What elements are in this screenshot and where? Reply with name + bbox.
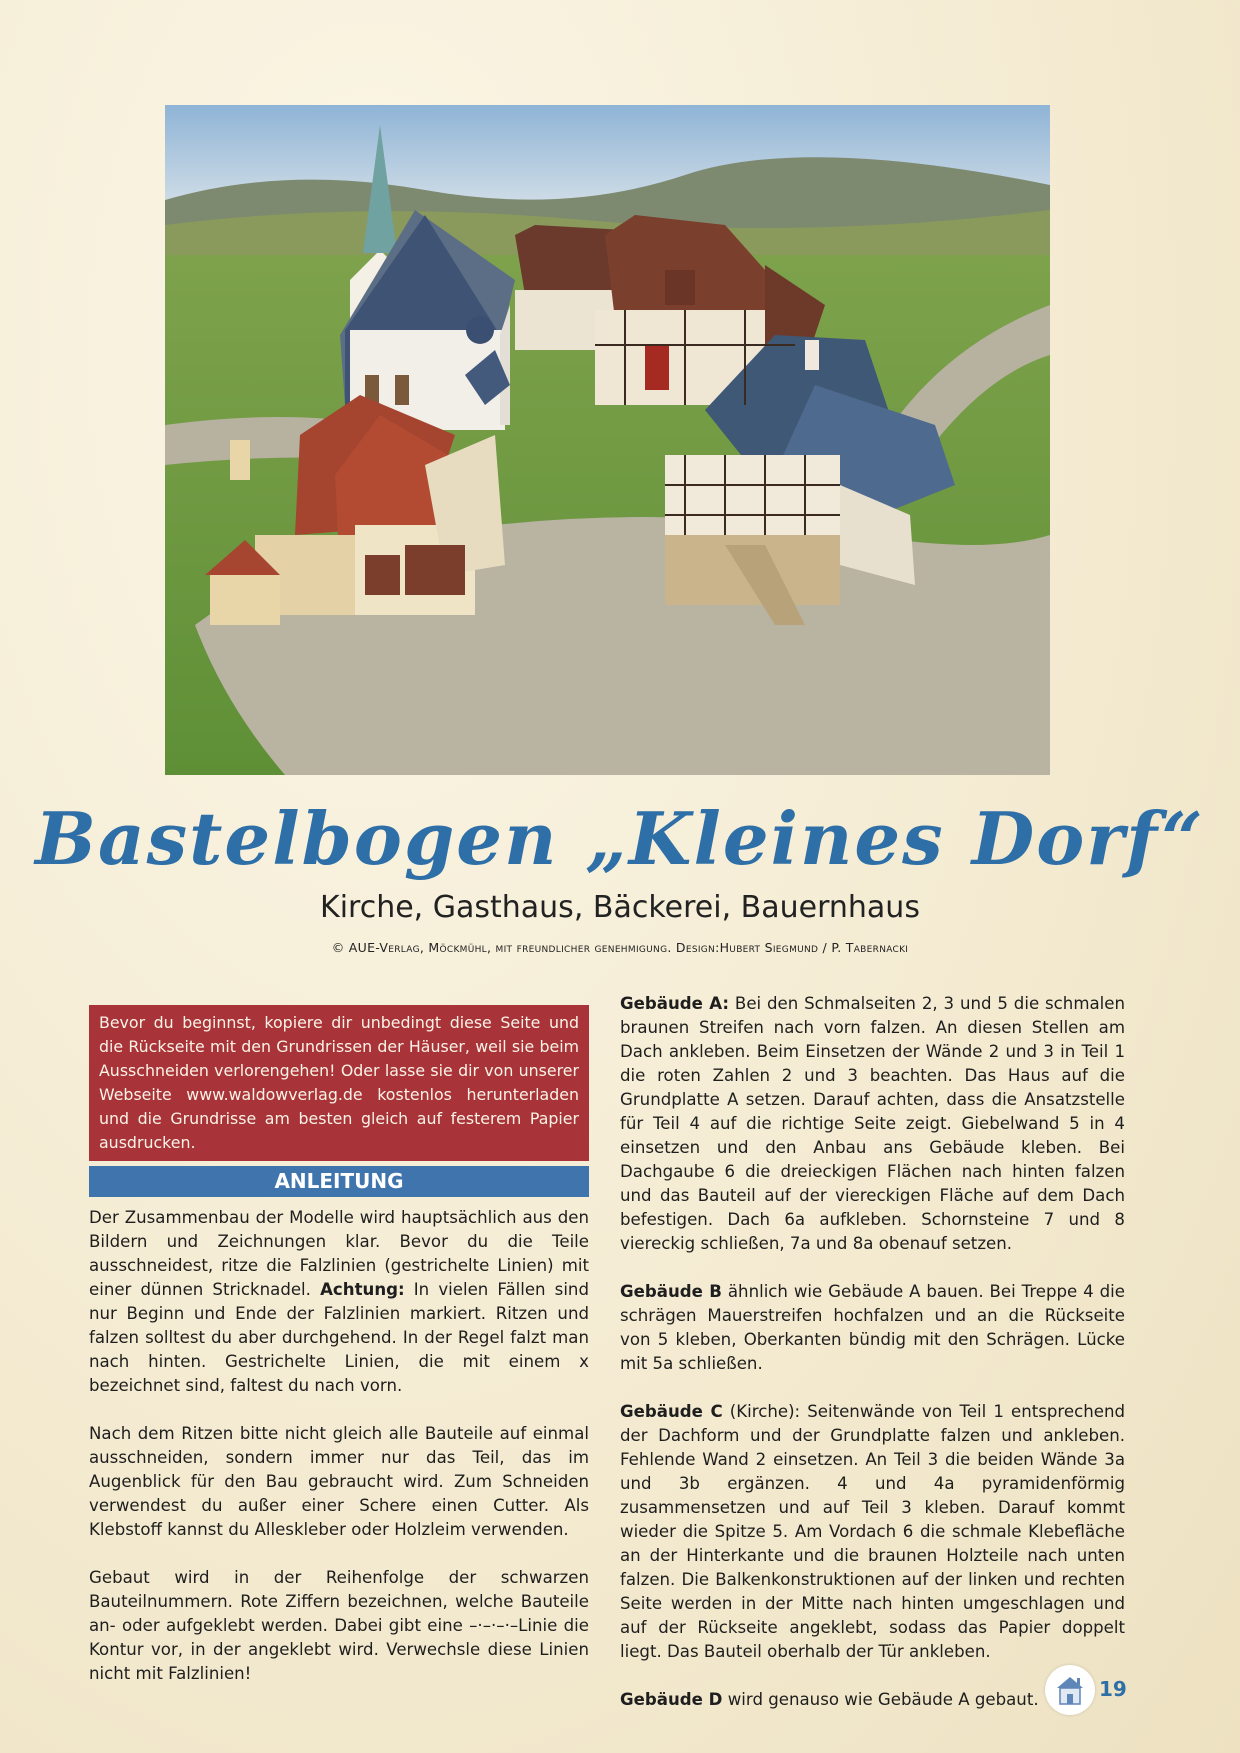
building-a-label: Gebäude A: xyxy=(620,994,730,1013)
instructions-column xyxy=(89,1206,589,1710)
building-a-text: Bei den Schmalseiten 2, 3 und 5 die schmalen braunen Streifen nach vorn falzen. An diesen Stellen am Dach ankleben. Beim Einsetzen der Wände 2 und 3 in Teil 1 die roten Zahlen 2 und 3 beachten. Das Haus auf die Grundplatte A setzen. Darauf achten, dass die Ansatzstelle für Teil 4 auf die richtige Seite zeigt. Giebelwand 5 in 4 einsetzen und den Anbau ans Gebäude kleben. Bei Dachgaube 6 die dreieckigen Flächen nach hinten falzen und das Bauteil auf der viereckigen Fläche auf dem Dach befestigen. Dach 6a aufkleben. Schornsteine 7 und 8 viereckig schließen, 7a und 8a obenauf setzen. xyxy=(620,994,1125,1253)
copyright-credit: © AUE-Verlag, Möckmühl, mit freundlicher genehmigung. Design:Hubert Siegmund / P. Tabernacki xyxy=(331,940,909,955)
instruction-paragraph-1 xyxy=(89,1206,589,1398)
instruction-text: Der Zusammenbau der Modelle wird hauptsächlich aus den Bildern und Zeichnungen klar. Bevor du die Teile ausschneidest, ritze die Falzlinien (gestrichelte Linien) mit einer dünnen Stricknadel. xyxy=(89,1208,589,1299)
building-b-paragraph xyxy=(620,1280,1125,1376)
building-instructions-column xyxy=(620,992,1125,1736)
building-b-text: ähnlich wie Gebäude A bauen. Bei Treppe 4 die schrägen Mauerstreifen hochfalzen und an die Rückseite von 5 kleben, Oberkanten bündig mit den Schrägen. Lücke mit 5a schließen. xyxy=(620,1282,1125,1373)
instruction-text: In vielen Fällen sind nur Beginn und Ende der Falzlinien markiert. Ritzen und falzen solltest du aber durchgehend. In der Regel falzt man nach hinten. Gestrichelte Linien, die mit einem x bezeichnet sind, faltest du nach vorn. xyxy=(89,1280,589,1395)
village-model-photo xyxy=(165,105,1050,775)
photo-illustration xyxy=(165,105,1050,775)
page-number-badge xyxy=(1045,1665,1125,1715)
instruction-paragraph-2: Nach dem Ritzen bitte nicht gleich alle Bauteile auf einmal ausschneiden, sondern immer nur das Teil, das im Augenblick für den Bau gebraucht wird. Zum Schneiden verwendest du außer einer Schere einen Cutter. Als Klebstoff kannst du Alleskleber oder Holzleim verwenden. xyxy=(89,1424,589,1539)
building-b-label: Gebäude B xyxy=(620,1282,722,1301)
building-a-paragraph xyxy=(620,992,1125,1256)
notice-box xyxy=(89,1005,589,1161)
instruction-paragraph-3: Gebaut wird in der Reihenfolge der schwarzen Bauteilnummern. Rote Ziffern bezeichnen, welche Bauteile an- oder aufgeklebt werden. Dabei gibt eine –·–·–·–Linie die Kontur vor, in der angeklebt wird. Verwechsle diese Linien nicht mit Falzlinien! xyxy=(89,1568,589,1683)
page-subtitle: Kirche, Gasthaus, Bäckerei, Bauernhaus xyxy=(320,890,920,925)
page-title: Bastelbogen „Kleines Dorf“ xyxy=(35,796,1205,881)
page-number: 19 xyxy=(1099,1677,1127,1701)
building-d-label: Gebäude D xyxy=(620,1690,723,1709)
building-c-label: Gebäude C xyxy=(620,1402,723,1421)
building-d-text: wird genauso wie Gebäude A gebaut. xyxy=(722,1690,1039,1709)
attention-label: Achtung: xyxy=(320,1280,405,1299)
notice-text: Bevor du beginnst, kopiere dir unbedingt diese Seite und die Rückseite mit den Grundrissen der Häuser, weil sie beim Ausschneiden verlorengehen! Oder lasse sie dir von unserer Webseite www.waldowverlag.de kostenlos herunterladen und die Grundrisse am besten gleich auf festerem Papier ausdrucken. xyxy=(99,1013,579,1152)
section-heading: ANLEITUNG xyxy=(89,1166,589,1197)
house-icon xyxy=(1053,1674,1087,1706)
building-c-paragraph xyxy=(620,1400,1125,1664)
badge-circle xyxy=(1045,1665,1095,1715)
building-c-text: (Kirche): Seitenwände von Teil 1 entsprechend der Dachform und der Grundplatte falzen und ankleben. Fehlende Wand 2 einsetzen. An Teil 3 die beiden Wände 3a und 3b ergänzen. 4 und 4a pyramidenförmig zusammensetzen und auf Teil 3 kleben. Darauf kommt wieder die Spitze 5. Am Vordach 6 die schmale Klebefläche an der Hinterkante und die braunen Holzteile nach unten falzen. Die Balkenkonstruktionen auf der linken und rechten Seite werden in der Mitte nach hinten umgeschlagen und auf der Rückseite angeklebt, sodass das Papier doppelt liegt. Das Bauteil oberhalb der Tür ankleben. xyxy=(620,1402,1125,1661)
